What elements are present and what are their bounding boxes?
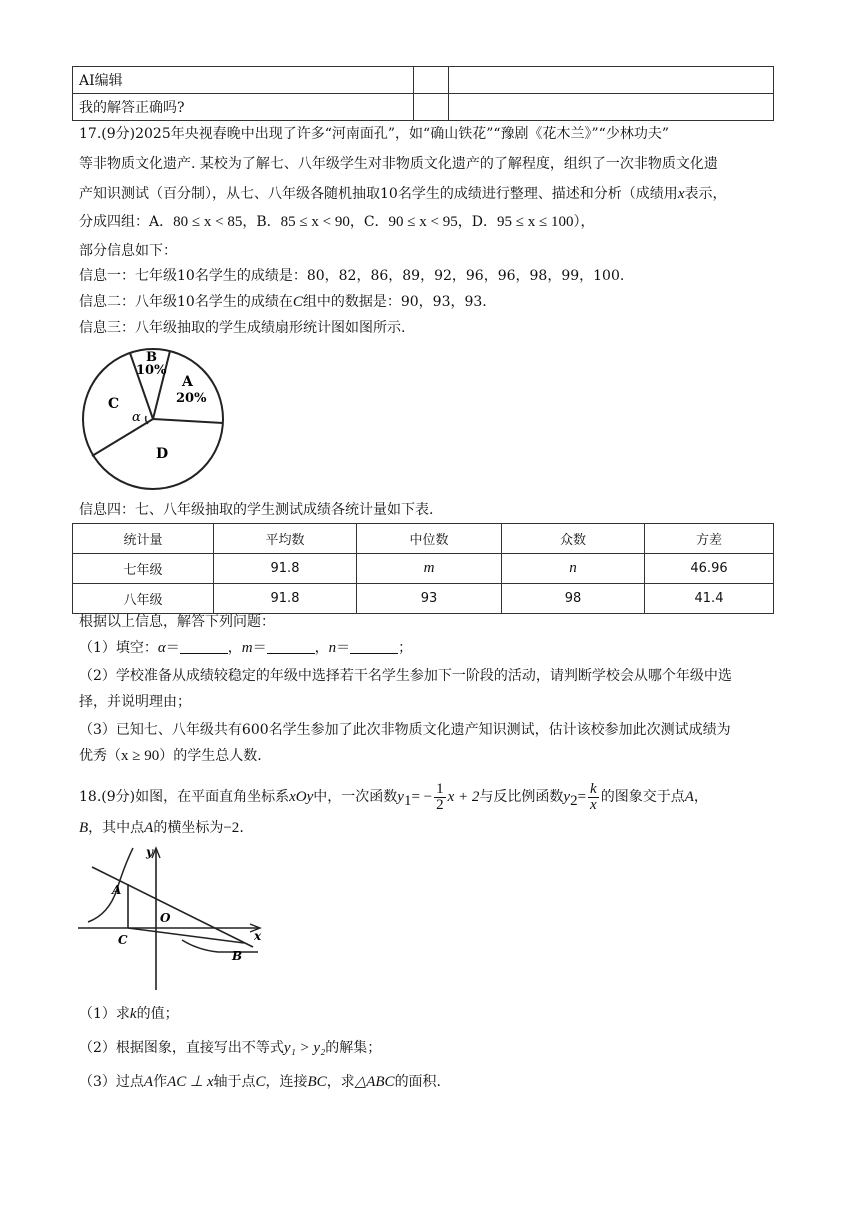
table-cell: 93 [357, 584, 502, 614]
q17-line1: 17.(9分)2025年央视春晚中出现了许多“河南面孔”，如“确山铁花”“豫剧《花木兰》”“少林功夫” [79, 126, 669, 142]
q17-line5: 部分信息如下： [79, 243, 177, 259]
table-cell: 91.8 [214, 584, 357, 614]
table-cell: 41.4 [645, 584, 774, 614]
q18-part1: （1）求k的值； [79, 1006, 179, 1022]
pie-divider [153, 419, 223, 423]
table-cell: 46.96 [645, 554, 774, 584]
hyperbola-branch [182, 940, 258, 952]
pie-divider [92, 419, 153, 456]
info-two: 信息二：八年级10名学生的成绩在C组中的数据是：90，93，93. [79, 294, 487, 310]
q17-line2: 等非物质文化遗产. 某校为了解七、八年级学生对非物质文化遗产的了解程度，组织了一次非物质文化遗 [79, 156, 718, 172]
q17-part1: （1）填空：α＝ ，m＝ ，n＝ ； [79, 640, 413, 656]
answer-blank [180, 639, 228, 654]
info-three: 信息三：八年级抽取的学生成绩扇形统计图如图所示. [79, 320, 406, 336]
q18-part2: （2）根据图象，直接写出不等式y₁ > y₂的解集； [79, 1040, 382, 1056]
table-row [73, 554, 774, 584]
q17-line3: 产知识测试（百分制），从七、八年级各随机抽取10名学生的成绩进行整理、描述和分析（成绩用x表示， [79, 186, 727, 202]
answer-blank [350, 639, 398, 654]
hyperbola-branch [88, 848, 133, 922]
q17-part2-line2: 择，并说明理由； [79, 694, 191, 710]
pie-label-a: A [182, 374, 193, 390]
pie-label-c: C [108, 396, 120, 412]
check-answer-cell: 我的解答正确吗? [73, 94, 414, 121]
table-cell: 七年级 [73, 554, 214, 584]
empty-cell [414, 94, 449, 121]
table-header: 统计量 [73, 524, 214, 554]
fraction: $\frac{k}{x}$ [590, 780, 597, 813]
q18-line2: B，其中点A的横坐标为−2. [79, 820, 244, 836]
answer-table [72, 66, 774, 121]
table-header: 众数 [502, 524, 645, 554]
pie-label-d: D [156, 446, 169, 462]
empty-cell [414, 67, 449, 94]
q18-line1: 18.(9分)如图，在平面直角坐标系xOy中，一次函数$y_1=$ − $\frac{1}{2}$ x + 2与反比例函数$y_2=$ $\frac{k}{x}$ 的图象交于点A， [79, 780, 708, 813]
empty-cell [449, 67, 774, 94]
table-cell: 91.8 [214, 554, 357, 584]
table-cell: 98 [502, 584, 645, 614]
y-label: y [146, 845, 153, 859]
fraction: $\frac{1}{2}$ [436, 780, 444, 813]
x-label: x [254, 929, 262, 943]
info-one: 信息一：七年级10名学生的成绩是：80，82，86，89，92，96，96，98，99，100. [79, 268, 625, 284]
pie-label-b: B [146, 350, 157, 365]
stat-table [72, 523, 774, 614]
pie-chart [78, 344, 228, 494]
info-four: 信息四：七、八年级抽取的学生测试成绩各统计量如下表. [79, 502, 434, 518]
origin-label: O [160, 911, 171, 925]
answer-blank [267, 639, 315, 654]
function-graph [78, 842, 268, 992]
point-a-label: A [112, 883, 122, 897]
table-header: 平均数 [214, 524, 357, 554]
pie-pct-b: 10% [136, 363, 167, 378]
point-b-label: B [232, 949, 243, 963]
table-cell: n [502, 554, 645, 584]
pie-alpha: α [132, 410, 141, 425]
table-row [73, 584, 774, 614]
pie-pct-a: 20% [176, 391, 207, 406]
empty-cell [449, 94, 774, 121]
q17-part3-line1: （3）已知七、八年级共有600名学生参加了此次非物质文化遗产知识测试，估计该校参加此次测试成绩为 [79, 722, 731, 738]
table-header: 中位数 [357, 524, 502, 554]
q17-prompt: 根据以上信息，解答下列问题： [79, 614, 275, 630]
ai-edit-cell: AI编辑 [73, 67, 414, 94]
linear-line [92, 867, 253, 947]
q17-part2-line1: （2）学校准备从成绩较稳定的年级中选择若干名学生参加下一阶段的活动，请判断学校会从哪个年级中选 [79, 668, 732, 684]
point-c-label: C [118, 933, 128, 947]
q17-part3-line2: 优秀（x ≥ 90）的学生总人数. [79, 748, 262, 764]
segment-bc [128, 928, 244, 943]
q17-groups: 分成四组：A．80 ≤ x < 85，B．85 ≤ x < 90，C．90 ≤ x < 95，D．95 ≤ x ≤ 100）， [79, 214, 595, 230]
table-cell: 八年级 [73, 584, 214, 614]
table-header: 方差 [645, 524, 774, 554]
table-cell: m [357, 554, 502, 584]
table-header-row [73, 524, 774, 554]
q18-part3: （3）过点A作AC ⊥ x轴于点C，连接BC，求△ABC的面积. [79, 1074, 442, 1090]
